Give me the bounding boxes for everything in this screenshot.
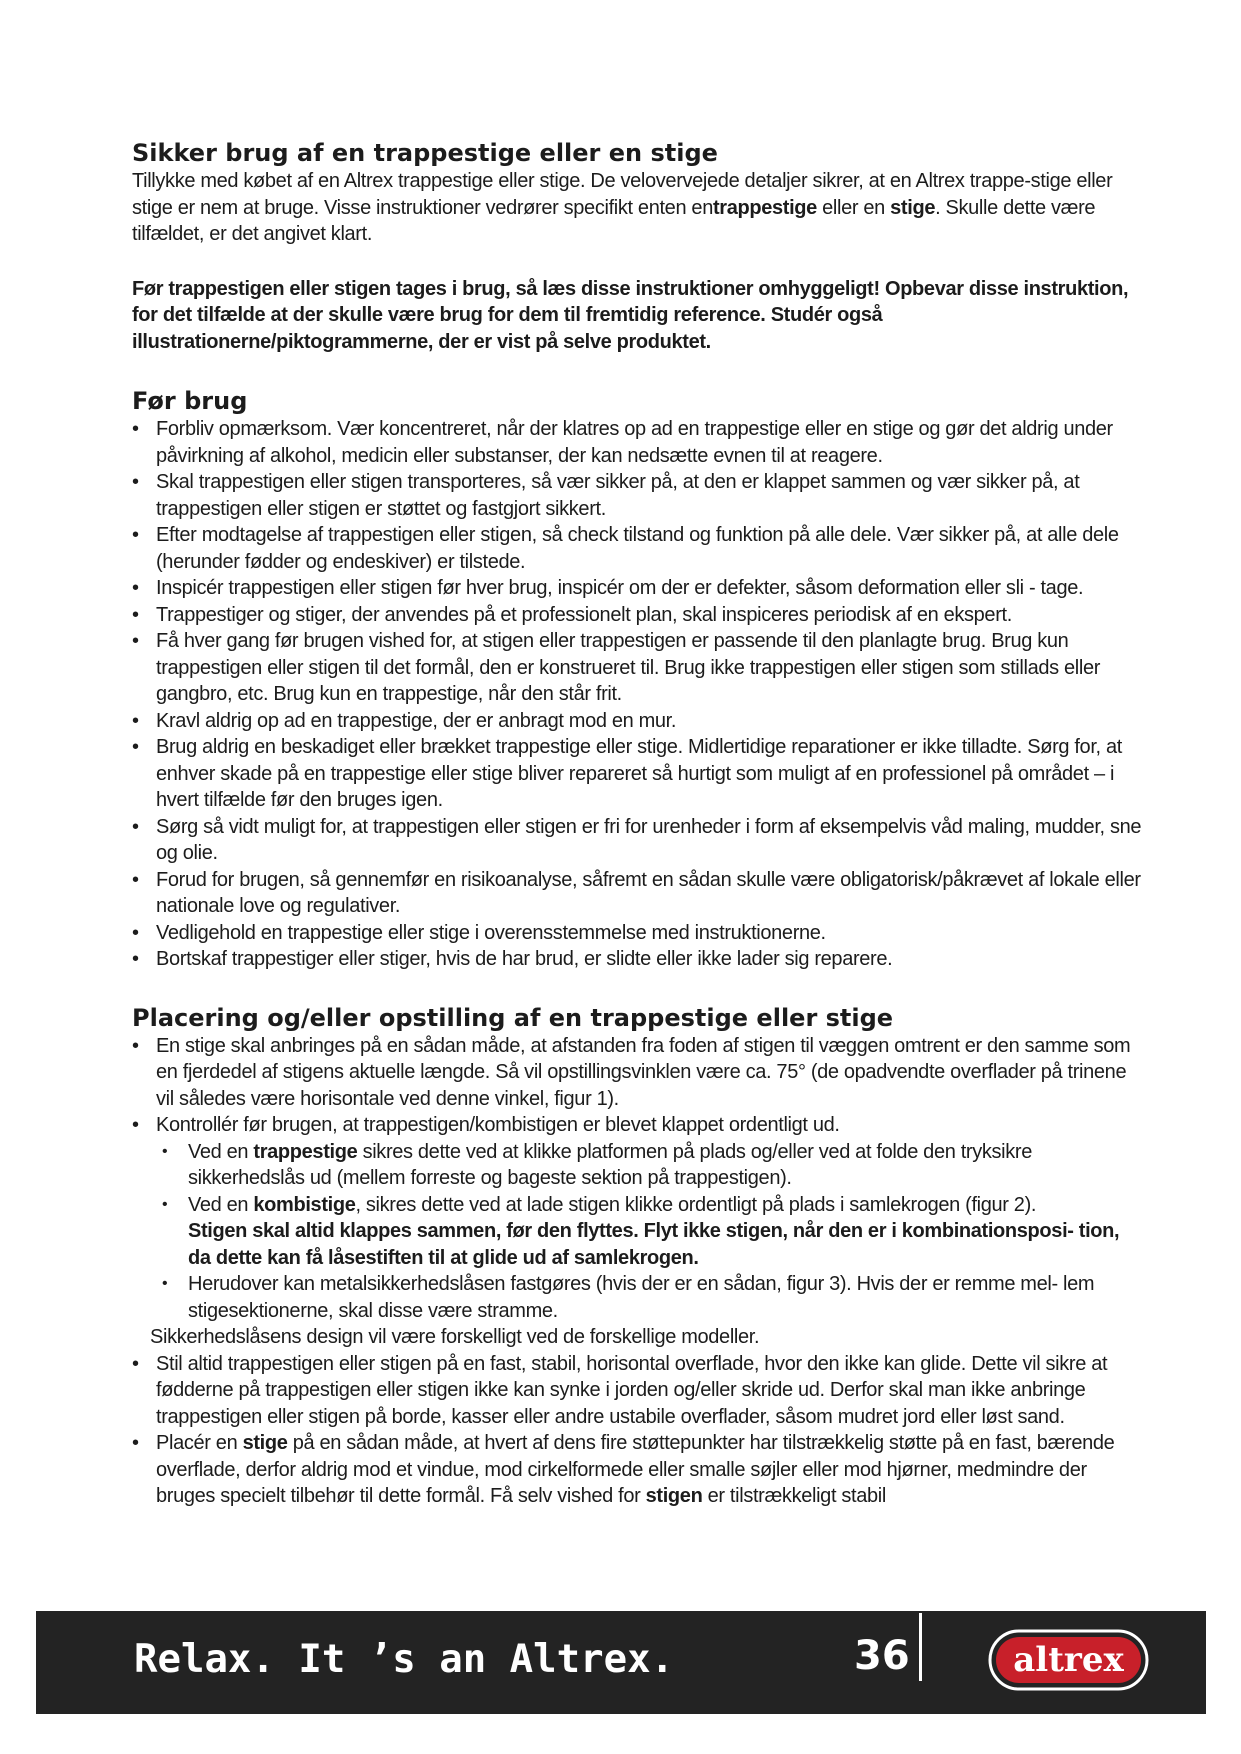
list-item: • Få hver gang før brugen vished for, at stigen eller trappestigen er passende til den planlagte brug. Brug kun trappestigen eller stigen til det formål, den er konstrueret til. Brug ikke trappestigen eller stigen som stillads eller gangbro, etc. Brug kun en trappestige, når den står frit. xyxy=(132,628,1142,708)
list-item: • En stige skal anbringes på en sådan måde, at afstanden fra foden af stigen til væggen omtrent er den samme som en fjerdedel af stigens aktuelle længde. Så vil opstillingsvinklen være ca. 75° (de opadvendte overflader på trinene vil således være horisontale ved denne vinkel, figur 1). xyxy=(132,1033,1142,1113)
intro-paragraph: Tillykke med købet af en Altrex trappestige eller stige. De velovervejede detaljer sikrer, at en Altrex trappe-stige eller stige er nem at bruge. Visse instruktioner vedrører specifikt enten entrappestige eller en stige. Skulle dette være tilfældet, er det angivet klart. xyxy=(132,170,1113,245)
placement-list xyxy=(132,1033,1142,1139)
list-item: • Skal trappestigen eller stigen transporteres, så vær sikker på, at den er klappet sammen og vær sikker på, at trappestigen eller stigen er støttet og fastgjort sikkert. xyxy=(132,469,1142,522)
placement-sublist xyxy=(132,1139,1142,1325)
footer-bar xyxy=(36,1611,1206,1714)
altrex-logo xyxy=(986,1625,1151,1695)
placement-list-cont xyxy=(132,1351,1142,1510)
list-item: • Forud for brugen, så gennemfør en risikoanalyse, såfremt en sådan skulle være obligatorisk/påkrævet af lokale eller nationale love og regulativer. xyxy=(132,867,1142,920)
safety-lock-note: Sikkerhedslåsens design vil være forskelligt ved de forskellige modeller. xyxy=(150,1326,760,1348)
list-item: • Brug aldrig en beskadiget eller brækket trappestige eller stige. Midlertidige reparationer er ikke tilladte. Sørg for, at enhver skade på en trappestige eller stige bliver repareret så hurtigt som muligt af en professionel på området – i hvert tilfælde før den bruges igen. xyxy=(132,734,1142,814)
list-item: • Sørg så vidt muligt for, at trappestigen eller stigen er fri for urenheder i form af eksempelvis våd maling, mudder, sne og olie. xyxy=(132,814,1142,867)
before-use-title: Før brug xyxy=(132,387,248,415)
sub-list-item: • Herudover kan metalsikkerhedslåsen fastgøres (hvis der er en sådan, figur 3). Hvis der er remme mel- lem stigesektionerne, skal disse være stramme. xyxy=(132,1271,1142,1324)
list-item: • Bortskaf trappestiger eller stiger, hvis de har brud, er slidte eller ikke lader sig reparere. xyxy=(132,946,1142,973)
list-item: • Kravl aldrig op ad en trappestige, der er anbragt mod en mur. xyxy=(132,708,1142,735)
footer-divider xyxy=(919,1613,922,1681)
sub-list-item: • Ved en kombistige, sikres dette ved at lade stigen klikke ordentligt på plads i samlekrogen (figur 2). Stigen skal altid klappes sammen, før den flyttes. Flyt ikke stigen, når den er i kombinationsposi- tion, da dette kan få låsestiften til at glide ud af samlekrogen. xyxy=(132,1192,1142,1272)
list-item: • Kontrollér før brugen, at trappestigen/kombistigen er blevet klappet ordentligt ud. xyxy=(132,1112,1142,1139)
logo-text: altrex xyxy=(1013,1640,1124,1680)
list-item: • Inspicér trappestigen eller stigen før hver brug, inspicér om der er defekter, såsom deformation eller sli - tage. xyxy=(132,575,1142,602)
list-item: • Stil altid trappestigen eller stigen på en fast, stabil, horisontal overflade, hvor den ikke kan glide. Dette vil sikre at fødderne på trappestigen eller stigen ikke kan synke i jorden og/eller skride ud. Derfor skal man ikke anbringe trappestigen eller stigen på borde, kasser eller andre ustabile overflader, såsom mudret jord eller løst sand. xyxy=(132,1351,1142,1431)
warning-paragraph: Før trappestigen eller stigen tages i brug, så læs disse instruktioner omhyggeligt! Opbevar disse instruktion, for det tilfælde at der skulle være brug for dem til fremtidig reference. Studér også illustrationerne/piktogrammerne, der er vist på selve produktet. xyxy=(132,277,1129,353)
placement-title: Placering og/eller opstilling af en trappestige eller stige xyxy=(132,1003,894,1032)
page-number: 36 xyxy=(854,1633,910,1679)
list-item: • Efter modtagelse af trappestigen eller stigen, så check tilstand og funktion på alle dele. Vær sikker på, at alle dele (herunder fødder og endeskiver) er tilstede. xyxy=(132,522,1142,575)
kombistige-warning: Stigen skal altid klappes sammen, før den flyttes. Flyt ikke stigen, når den er i kombinationsposi- tion, da dette kan få låsestiften til at glide ud af samlekrogen. xyxy=(188,1220,1120,1269)
before-use-list xyxy=(132,416,1142,973)
intro-title: Sikker brug af en trappestige eller en stige xyxy=(132,139,718,167)
footer-tagline: Relax. It ’s an Altrex. xyxy=(134,1637,675,1682)
list-item: • Trappestiger og stiger, der anvendes på et professionelt plan, skal inspiceres periodisk af en ekspert. xyxy=(132,602,1142,629)
document-body xyxy=(132,138,1142,1510)
sub-list-item: • Ved en trappestige sikres dette ved at klikke platformen på plads og/eller ved at folde den tryksikre sikkerhedslås ud (mellem forreste og bageste sektion på trappestigen). xyxy=(132,1139,1142,1192)
list-item: • Forbliv opmærksom. Vær koncentreret, når der klatres op ad en trappestige eller en stige og gør det aldrig under påvirkning af alkohol, medicin eller substanser, der kan nedsætte evnen til at reagere. xyxy=(132,416,1142,469)
list-item: • Vedligehold en trappestige eller stige i overensstemmelse med instruktionerne. xyxy=(132,920,1142,947)
list-item: • Placér en stige på en sådan måde, at hvert af dens fire støttepunkter har tilstrækkelig støtte på en fast, bærende overflade, derfor aldrig mod et vindue, mod cirkelformede eller smalle søjler eller mod hjørner, medmindre der bruges specielt tilbehør til dette formål. Få selv vished for stigen er tilstrækkeligt stabil xyxy=(132,1430,1142,1510)
